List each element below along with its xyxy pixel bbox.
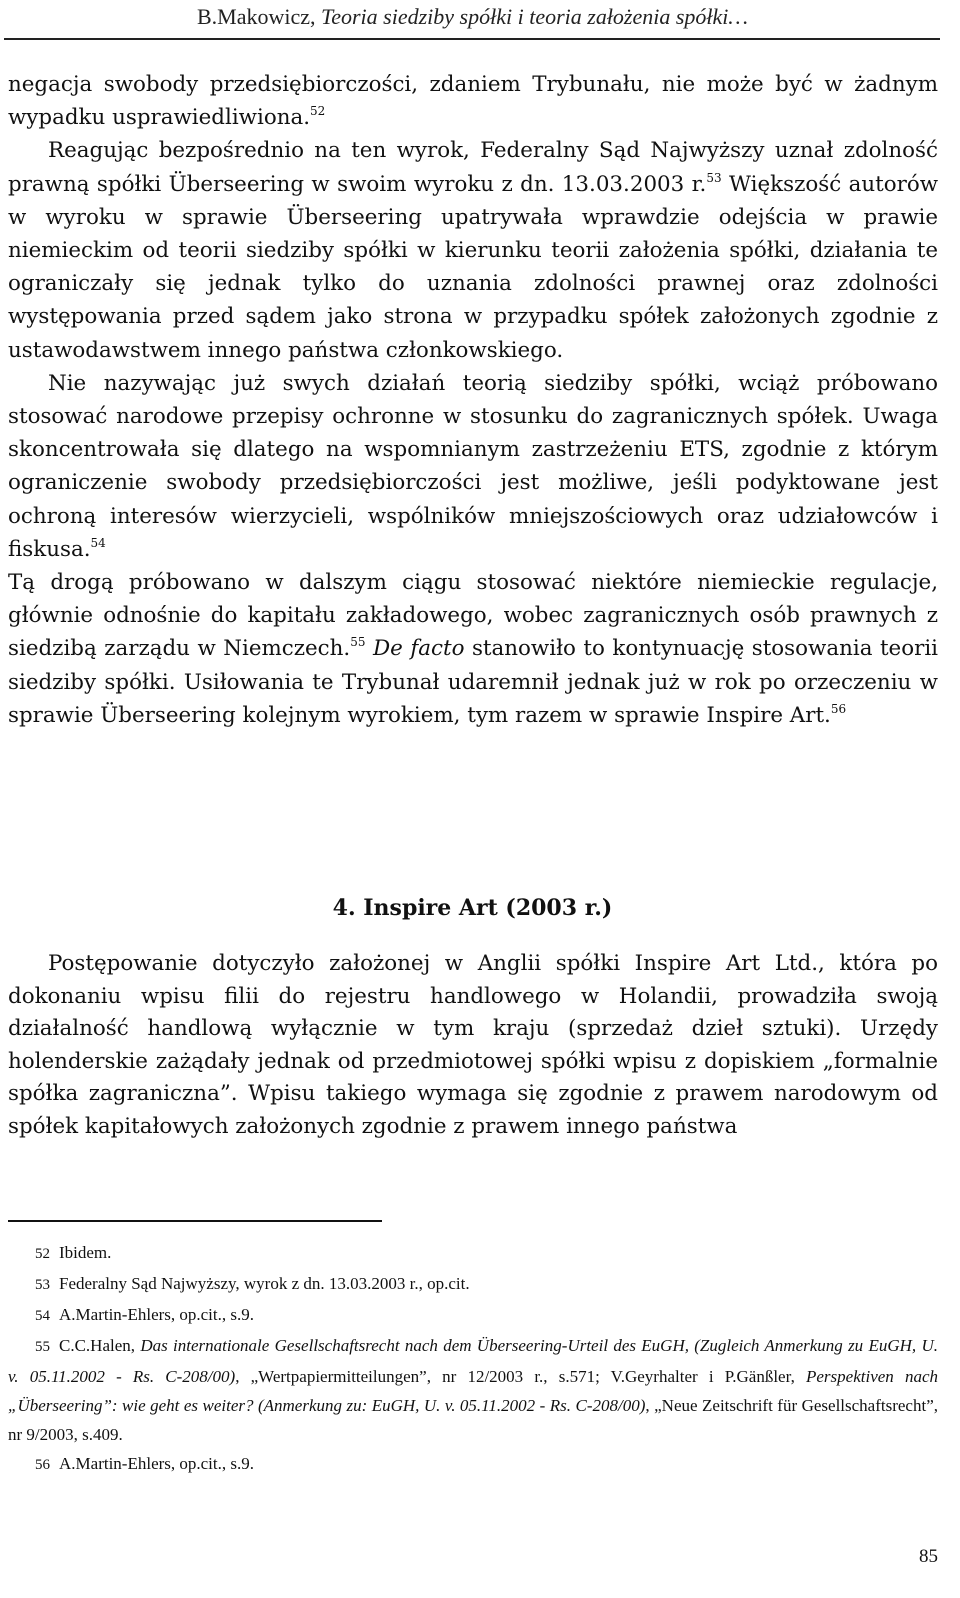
footnote-52 (8, 1238, 938, 1269)
paragraph-1-text: negacja swobody przedsiębiorczości, zdaniem Trybunału, nie może być w żadnym wypadku usprawiedliwiona. (8, 72, 938, 131)
footnotes (8, 1238, 938, 1480)
footnote-number: 56 (35, 1457, 50, 1473)
paragraph-2-text-a: Reagując bezpośrednio na ten wyrok, Federalny Sąd Najwyższy uznał zdolność prawną spółki Überseering w swoim wyroku z dn. 13.03.2003 r. (8, 138, 938, 197)
footnote-ref-52[interactable]: 52 (310, 104, 326, 119)
header-author: B.Makowicz, (196, 4, 322, 29)
footnote-text: C.C.Halen, (59, 1336, 141, 1355)
running-header (0, 4, 945, 30)
footnote-italic-title: Perspektiven nach „Überseering”: wie geht es weiter? (Anmerkung zu: EuGH, U. v. 05.11.2002 - Rs. C-208/00) (8, 1367, 938, 1415)
page-number: 85 (919, 1546, 938, 1567)
footnote-56 (8, 1449, 938, 1480)
paragraph-1 (8, 68, 938, 134)
paragraph-3-text: Nie nazywając już swych działań teorią siedziby spółki, wciąż próbowano stosować narodowe przepisy ochronne w stosunku do zagranicznych spółek. Uwaga skoncentrowała się dlatego na wspomnianym zastrzeżeniu ETS, zgodnie z którym ograniczenie swobody przedsiębiorczości jest możliwe, jeśli podyktowane jest ochroną interesów wierzycieli, wspólników mniejszościowych oraz udziałowców i fiskusa. (8, 370, 938, 562)
header-title: Teoria siedziby spółki i teoria założenia spółki… (321, 4, 748, 29)
paragraph-2 (8, 134, 938, 366)
footnote-ref-55[interactable]: 55 (350, 635, 366, 650)
footnote-number: 55 (35, 1339, 50, 1355)
footnote-number: 52 (35, 1246, 50, 1262)
footnote-54 (8, 1300, 938, 1331)
footnote-text: A.Martin-Ehlers, op.cit., s.9. (59, 1454, 254, 1473)
footnote-text: , „Wertpapiermitteilungen”, nr 12/2003 r., s.571; V.Geyrhalter i P.Gänßler, (235, 1367, 806, 1386)
header-divider (4, 38, 940, 40)
paragraph-4-text-a: Tą drogą próbowano w dalszym ciągu stosować niektóre niemieckie regulacje, głównie odnośnie do kapitału zakładowego, wobec zagranicznych osób prawnych z siedzibą zarządu w Niemczech. (8, 570, 938, 662)
main-text (8, 68, 938, 732)
paragraph-2-text-b: Większość autorów w wyroku w sprawie Überseering upatrywała wprawdzie odejścia w prawie niemieckim od teorii siedziby spółki w kierunku teorii założenia spółki, działania te ograniczały się jednak tylko do uznania zdolności prawnej oraz zdolności występowania przed sądem jako strona w przypadku spółek założonych zgodnie z ustawodawstwem innego państwa członkowskiego. (8, 171, 939, 363)
footnote-italic-title: Das internationale Gesellschaftsrecht nach dem Überseering-Urteil des EuGH, (Zugleich Anmerkung zu EuGH, U. v. 05.11.2002 - Rs. C-208/00) (8, 1336, 938, 1386)
paragraph-4-text-b: stanowiło to kontynuację stosowania teorii siedziby spółki. Usiłowania te Trybunał udaremnił jednak już w rok po orzeczeniu w sprawie Überseering kolejnym wyrokiem, tym razem w sprawie Inspire Art. (8, 636, 939, 728)
footnote-text: Ibidem. (59, 1243, 112, 1262)
footnote-divider (8, 1220, 382, 1222)
section-heading: 4. Inspire Art (2003 r.) (332, 895, 613, 921)
footnote-ref-53[interactable]: 53 (706, 170, 722, 185)
footnote-55 (8, 1331, 938, 1449)
section-text (8, 948, 938, 1144)
paragraph-3 (8, 367, 938, 566)
footnote-ref-56[interactable]: 56 (830, 701, 847, 716)
paragraph-5: Postępowanie dotyczyło założonej w Anglii spółki Inspire Art Ltd., która po dokonaniu wpisu filii do rejestru handlowego w Holandii, prowadziła swoją działalność handlową wyłącznie w tym kraju (sprzedaż dzieł sztuki). Urzędy holenderskie zażądały jednak od przedmiotowej spółki wpisu z dopiskiem „formalnie spółka zagraniczna”. Wpisu takiego wymaga się zgodnie z prawem narodowym od spółek kapitałowych założonych zgodnie z prawem innego państwa (8, 951, 938, 1139)
footnote-ref-54[interactable]: 54 (90, 535, 106, 550)
paragraph-4-italic: De facto (373, 636, 465, 662)
paragraph-4 (8, 566, 938, 732)
footnote-number: 54 (35, 1308, 50, 1324)
footnote-text: , „Neue Zeitschrift für Gesellschaftsrecht”, nr 9/2003, s.409. (8, 1396, 939, 1444)
footnote-text: A.Martin-Ehlers, op.cit., s.9. (59, 1305, 254, 1324)
footnote-text: Federalny Sąd Najwyższy, wyrok z dn. 13.03.2003 r., op.cit. (59, 1274, 470, 1293)
footnote-number: 53 (35, 1277, 50, 1293)
footnote-53 (8, 1269, 938, 1300)
